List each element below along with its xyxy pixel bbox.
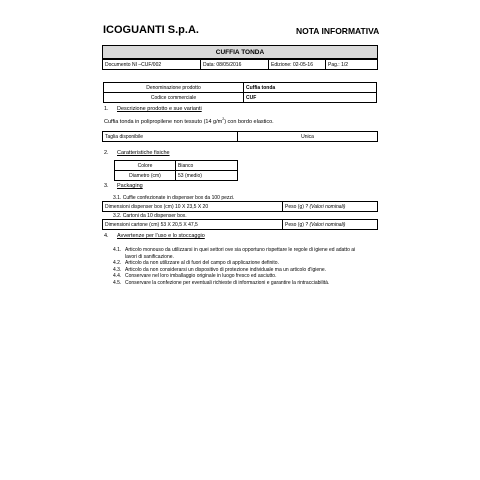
size-value: Unica	[238, 132, 378, 142]
product-name-label: Denominazione prodotto	[104, 83, 244, 93]
list-item: 4.3. Articolo da non considerarsi un dispositivo di protezione individuale ma un articolo d'igiene.	[113, 266, 327, 273]
doc-edition: Edizione: 02-05-16	[269, 60, 326, 69]
section-3-title: Packaging	[117, 183, 143, 189]
section-3-heading: 3. Packaging	[104, 183, 143, 189]
section-1-description: Cuffia tonda in polipropilene non tessuto (14 $g/m^2$) con bordo elastico.	[104, 117, 274, 125]
doc-number: Documento NI –CUF/002	[103, 60, 201, 69]
diameter-label: Diametro (cm)	[115, 171, 176, 181]
section-2-title: Caratteristiche fisiche	[117, 150, 170, 156]
section-4-title: Avvertenze per l'uso e lo stoccaggio	[117, 233, 205, 239]
carton-dimensions: Dimensioni cartone (cm) 53 X 20,5 X 47,5	[103, 220, 283, 230]
product-name-value: Cuffia tonda	[244, 83, 377, 93]
carton-weight: Peso (g) ? (Valori nominali)	[283, 220, 378, 230]
section-2-heading: 2. Caratteristiche fisiche	[104, 150, 170, 156]
product-code-value: CUF	[244, 93, 377, 103]
section-4-heading: 4. Avvertenze per l'uso e lo stoccaggio	[104, 233, 205, 239]
dispenser-table	[102, 201, 378, 212]
carton-table	[102, 219, 378, 230]
list-item: 4.5. Conservare la confezione per eventuali richieste di informazioni e garantire la rintracciabilità.	[113, 279, 330, 286]
section-1-title: Descrizione prodotto e sue varianti	[117, 106, 202, 112]
dispenser-weight: Peso (g) ? (Valori nominali)	[283, 202, 378, 212]
product-code-label: Codice commerciale	[104, 93, 244, 103]
company-name: ICOGUANTI S.p.A.	[103, 24, 199, 36]
packaging-sub-2: 3.2. Cartoni da 10 dispenser box.	[113, 213, 187, 219]
list-item: 4.2. Articolo da non utilizzare al di fuori del campo di applicazione definito.	[113, 260, 279, 266]
list-item: 4.1. Articolo monouso da utilizzarsi in quei settori ove sia opportuno rispettare le regole di igiene ed adatto ai lavori di sanificazione.	[113, 247, 356, 260]
section-1-heading: 1. Descrizione prodotto e sue varianti	[104, 106, 202, 112]
product-title-bar: CUFFIA TONDA	[102, 45, 378, 59]
list-item: 4.4. Conservare nel loro imballaggio originale in luogo fresco ed asciutto.	[113, 273, 277, 279]
size-label: Taglia disponibile	[103, 132, 238, 142]
size-table	[102, 131, 378, 142]
document-type: NOTA INFORMATIVA	[296, 26, 380, 36]
physical-table	[114, 160, 238, 181]
doc-date: Data: 08/05/2016	[201, 60, 269, 69]
doc-page: Pag.: 1/2	[328, 62, 349, 68]
packaging-sub-1: 3.1. Cuffie confezionate in dispenser box da 100 pezzi.	[113, 195, 235, 201]
document-info-row	[102, 59, 378, 70]
warnings-list	[113, 247, 368, 286]
color-label: Colore	[115, 161, 176, 171]
diameter-value: 53 (medio)	[176, 171, 238, 181]
color-value: Bianco	[176, 161, 238, 171]
product-table	[103, 82, 377, 103]
dispenser-dimensions: Dimensioni dispenser box (cm) 10 X 23,5 X 20	[103, 202, 283, 212]
